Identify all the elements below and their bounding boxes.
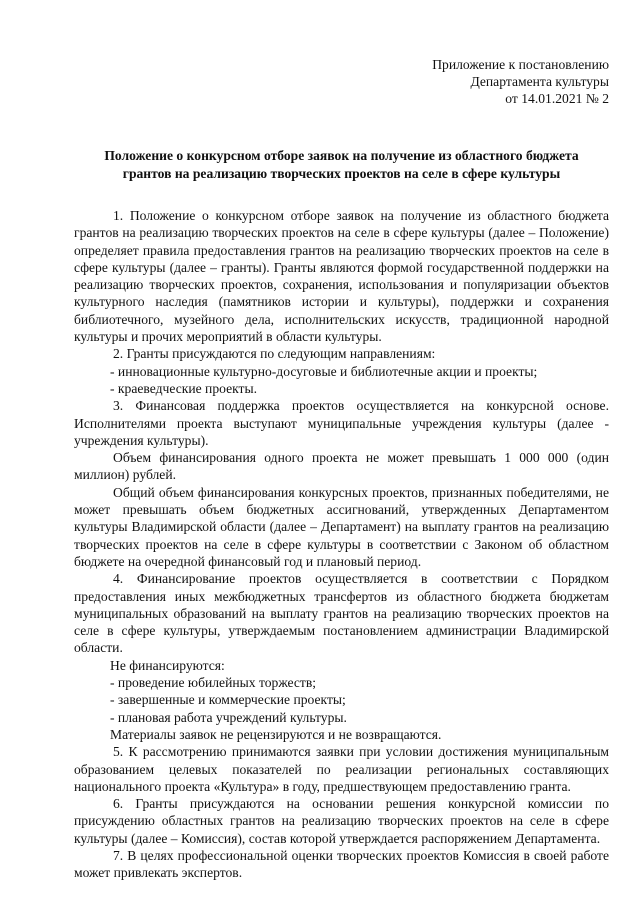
title-line-2: грантов на реализацию творческих проектов на селе в сфере культуры	[122, 165, 561, 181]
header-line-1: Приложение к постановлению	[432, 57, 609, 72]
paragraph-not-financed: Не финансируются:	[110, 657, 225, 673]
list-item: - инновационные культурно-досуговые и библиотечные акции и проекты;	[110, 363, 538, 379]
document-title	[74, 147, 609, 182]
paragraph-5: 5. К рассмотрению принимаются заявки при условии достижения муниципальным образованием целевых показателей по реализации региональных составляющих национального проекта «Культура» в году, предшествующем предоставлению гранта.	[74, 744, 609, 794]
paragraph-3b: Объем финансирования одного проекта не может превышать 1 000 000 (один миллион) рублей.	[74, 450, 609, 483]
paragraph-4: 4. Финансирование проектов осуществляется в соответствии с Порядком предоставления иных межбюджетных трансфертов из областного бюджета бюджетам муниципальных образований на выплату грантов на реализацию творческих проектов на селе в сфере культуры, утверждаемым постановлением администрации Владимирской области.	[74, 571, 609, 656]
paragraph-note: Материалы заявок не рецензируются и не возвращаются.	[110, 726, 442, 742]
paragraph-6: 6. Гранты присуждаются на основании решения конкурсной комиссии по присуждению областных грантов на реализацию творческих проектов на селе в сфере культуры (далее – Комиссия), состав которой утверждается распоряжением Департамента.	[74, 796, 609, 846]
header-line-3: от 14.01.2021 № 2	[505, 91, 609, 106]
title-line-1: Положение о конкурсном отборе заявок на получение из областного бюджета	[104, 148, 579, 163]
list-item: - краеведческие проекты.	[110, 380, 258, 396]
paragraph-1: 1. Положение о конкурсном отборе заявок на получение из областного бюджета грантов на реализацию творческих проектов на селе в сфере культуры (далее – Положение) определяет правила предоставления грантов на реализацию творческих проектов на селе в сфере культуры (далее – гранты). Гранты являются формой государственной поддержки на реализацию творческих проектов, сохранения, использования и популяризации объектов культурного наследия (памятников истории и культуры), поддержки и сохранения библиотечного, музейного дела, исполнительских искусств, традиционной народной культуры и прочих мероприятий в области культуры.	[74, 208, 609, 345]
paragraph-3: 3. Финансовая поддержка проектов осуществляется на конкурсной основе. Исполнителями проекта выступают муниципальные учреждения культуры (далее - учреждения культуры).	[74, 398, 609, 448]
paragraph-3c: Общий объем финансирования конкурсных проектов, признанных победителями, не может превышать объем бюджетных ассигнований, утвержденных Департаментом культуры Владимирской области (далее – Департамент) на выплату грантов на реализацию творческих проектов на селе в сфере культуры в соответствии с Законом об областном бюджете на очередной финансовый год и плановый период.	[74, 484, 609, 569]
header-line-2: Департамента культуры	[470, 74, 609, 89]
paragraph-2: 2. Гранты присуждаются по следующим направлениям:	[113, 346, 436, 362]
appendix-header	[74, 56, 609, 107]
list-item: - завершенные и коммерческие проекты;	[110, 692, 346, 708]
list-item: - проведение юбилейных торжеств;	[110, 675, 317, 691]
paragraph-7: 7. В целях профессиональной оценки творческих проектов Комиссия в своей работе может привлекать экспертов.	[74, 847, 609, 881]
list-item: - плановая работа учреждений культуры.	[110, 709, 347, 725]
